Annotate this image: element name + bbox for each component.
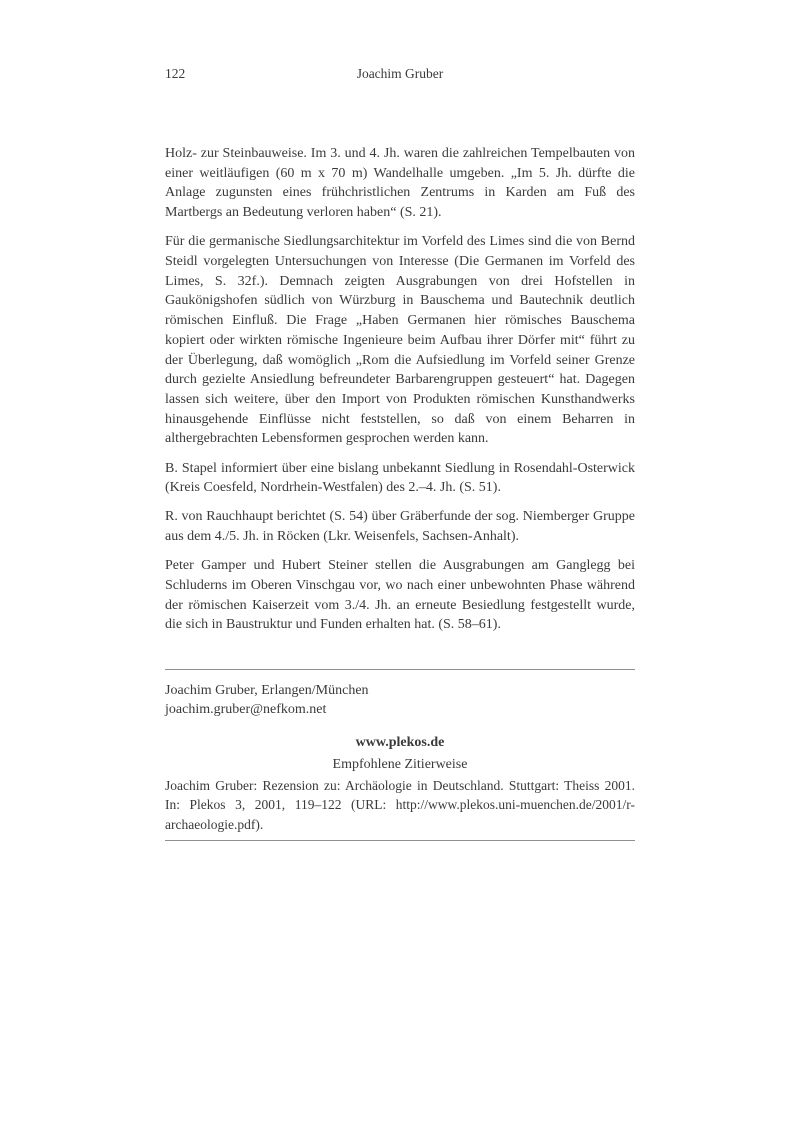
body-paragraph-5: Peter Gamper und Hubert Steiner stellen die Ausgrabungen am Ganglegg bei Schluderns im Oberen Vinschgau vor, wo nach einer unbewohnten Phase während der römischen Kaiserzeit vom 3./4. Jh. an erneute Besiedlung festgestellt wurde, die sich in Baustruktur und Funden erhalten hat. (S. 58–61). [165,558,635,633]
body-text [165,144,635,635]
text-column [165,65,635,841]
citation-text: Joachim Gruber: Rezension zu: Archäologie in Deutschland. Stuttgart: Theiss 2001. In: Plekos 3, 2001, 119–122 (URL: http://www.plekos.uni-muenchen.de/2001/r-archaeologie.pdf). [165,778,635,832]
body-paragraph-3: B. Stapel informiert über eine bislang unbekannt Siedlung in Rosendahl-Osterwick (Kreis Coesfeld, Nordrhein-Westfalen) des 2.–4. Jh. (S. 51). [165,460,635,496]
citation-heading: Empfohlene Zitierweise [332,757,468,773]
running-title: Joachim Gruber [356,66,444,81]
page-number: 122 [165,66,186,81]
author-block [165,681,635,719]
author-name-line: Joachim Gruber, Erlangen/München [165,683,369,699]
running-header [165,65,635,82]
body-paragraph-2: Für die germanische Siedlungsarchitektur im Vorfeld des Limes sind die von Bernd Steidl vorgelegten Untersuchungen von Interesse (Die Germanen im Vorfeld des Limes, S. 32f.). Demnach zeigten Ausgrabungen von drei Hofstellen in Gaukönigshofen südlich von Würzburg in Bauschema und Bautechnik deutlich römischen Einfluß. Die Frage „Haben Germanen hier römisches Bauschema kopiert oder wirkten römische Ingenieure beim Aufbau ihrer Dörfer mit“ führt zu der Überlegung, daß womöglich „Rom die Aufsiedlung im Vorfeld seiner Grenze durch gezielte Ansiedlung befreundeter Barbarengruppen gesteuert“ hat. Dagegen lassen sich weitere, über den Import von Produkten römischen Kunsthandwerks hinausgehende Einflüsse nicht feststellen, so daß von einem Beharren in althergebrachten Lebensformen gesprochen werden kann. [165,234,635,447]
separator-rule-bottom [165,840,635,841]
body-paragraph-4: R. von Rauchhaupt berichtet (S. 54) über Gräberfunde der sog. Niemberger Gruppe aus dem 4./5. Jh. in Röcken (Lkr. Weisenfels, Sachsen-Anhalt). [165,509,635,545]
author-email: joachim.gruber@nefkom.net [165,702,327,718]
body-paragraph-1: Holz- zur Steinbauweise. Im 3. und 4. Jh. waren die zahlreichen Tempelbauten von einer weitläufigen (60 m x 70 m) Wandelhalle umgeben. „Im 5. Jh. dürfte die Anlage zugunsten eines frühchristlichen Zentrums in Karden am Fuß des Martbergs an Bedeutung verloren haben“ (S. 21). [165,146,635,221]
separator-rule-top [165,669,635,670]
page-footer [165,669,635,841]
site-url: www.plekos.de [355,735,445,751]
